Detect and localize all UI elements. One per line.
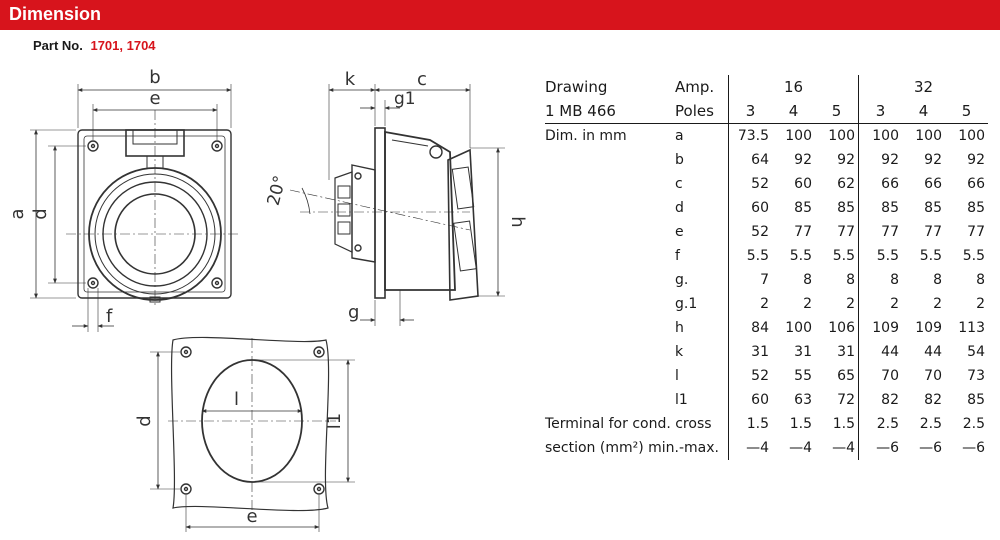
table-poles-value: 4 (772, 99, 815, 124)
front-view (30, 84, 240, 332)
cutout-label-d: d (134, 415, 155, 427)
table-row-symbol: b (675, 152, 684, 168)
table-cell: 2 (933, 296, 942, 312)
table-cell: 106 (828, 320, 855, 336)
terminal-max: —4 (729, 436, 773, 460)
table-cell: 44 (924, 344, 942, 360)
table-poles-value: 5 (945, 99, 988, 124)
table-row-symbol: g. (675, 272, 689, 288)
table-cell: 84 (729, 316, 773, 340)
table-amp-label: Amp. (675, 78, 715, 96)
table-row-symbol: d (675, 200, 684, 216)
table-cell: 77 (794, 224, 812, 240)
table-poles-value: 5 (815, 99, 859, 124)
cutout-panel (172, 337, 329, 510)
table-row (545, 148, 988, 172)
table-amp-32: 32 (859, 75, 989, 99)
part-number-value: 1701, 1704 (90, 38, 156, 53)
table-cell: 92 (859, 148, 903, 172)
table-row-spacer (545, 340, 675, 364)
table-cell: 100 (785, 128, 812, 144)
table-cell: 8 (933, 272, 942, 288)
table-amp-16: 16 (729, 75, 859, 99)
table-row-symbol: h (675, 320, 684, 336)
table-row-symbol: c (675, 176, 683, 192)
table-row-spacer (545, 388, 675, 412)
table-cell: 31 (794, 344, 812, 360)
table-cell: 113 (958, 320, 985, 336)
terminal-min: 1.5 (789, 416, 812, 432)
table-cell: 85 (967, 392, 985, 408)
table-cell: 70 (924, 368, 942, 384)
table-row-spacer (545, 148, 675, 172)
table-drawing-label: Drawing (545, 78, 608, 96)
table-poles-value: 3 (729, 99, 773, 124)
table-poles-label: Poles (675, 99, 729, 124)
side-label-angle: 20° (263, 173, 291, 208)
table-cell: 109 (859, 316, 903, 340)
table-header-poles (545, 99, 988, 124)
table-cell: 64 (729, 148, 773, 172)
table-poles-value: 4 (902, 99, 945, 124)
table-row-spacer (545, 196, 675, 220)
front-label-f: f (106, 306, 113, 327)
table-cell: 70 (859, 364, 903, 388)
table-cell: 54 (967, 344, 985, 360)
terminal-max: —4 (832, 440, 855, 456)
table-cell: 8 (803, 272, 812, 288)
table-cell: 109 (915, 320, 942, 336)
table-cell: 77 (859, 220, 903, 244)
table-row-spacer (545, 244, 675, 268)
table-cell: 66 (859, 172, 903, 196)
table-dim-label: Dim. in mm (545, 128, 627, 144)
table-cell: 85 (859, 196, 903, 220)
side-label-h: h (507, 216, 528, 228)
cutout-label-l1: l1 (324, 412, 345, 430)
table-terminal-row (545, 412, 988, 436)
table-cell: 5.5 (919, 248, 942, 264)
side-label-g1: g1 (394, 89, 416, 109)
table-cell: 2 (803, 296, 812, 312)
table-cell: 5.5 (859, 244, 903, 268)
table-cell: 85 (967, 200, 985, 216)
table-cell: 92 (967, 152, 985, 168)
terminal-max: —6 (962, 440, 985, 456)
table-cell: 66 (924, 176, 942, 192)
table-cell: 8 (859, 268, 903, 292)
table-terminal-row (545, 436, 988, 460)
side-label-c: c (417, 69, 427, 90)
table-cell: 2 (846, 296, 855, 312)
table-row (545, 340, 988, 364)
table-cell: 82 (924, 392, 942, 408)
side-label-g: g (348, 302, 360, 323)
table-cell: 100 (828, 128, 855, 144)
dimension-table (545, 75, 988, 460)
cutout-label-l: l (234, 389, 240, 410)
table-row-symbol: g.1 (675, 296, 698, 312)
table-cell: 31 (729, 340, 773, 364)
table-cell: 5.5 (729, 244, 773, 268)
table-cell: 52 (729, 172, 773, 196)
table-cell: 77 (967, 224, 985, 240)
table-cell: 100 (859, 124, 903, 149)
table-row-spacer (545, 268, 675, 292)
table-cell: 92 (837, 152, 855, 168)
front-label-d: d (30, 208, 51, 220)
table-cell: 5.5 (789, 248, 812, 264)
table-cell: 60 (729, 196, 773, 220)
table-cell: 55 (794, 368, 812, 384)
table-cell: 31 (837, 344, 855, 360)
terminal-min: 2.5 (962, 416, 985, 432)
terminal-label-2: section (mm²) min.-max. (545, 440, 719, 456)
front-label-b: b (149, 67, 161, 88)
table-row (545, 268, 988, 292)
table-cell: 100 (785, 320, 812, 336)
table-body (545, 124, 988, 413)
table-cell: 63 (794, 392, 812, 408)
table-cell: 5.5 (962, 248, 985, 264)
table-cell: 77 (837, 224, 855, 240)
table-cell: 52 (729, 220, 773, 244)
table-row (545, 292, 988, 316)
table-row-symbol: l (675, 368, 679, 384)
table-row (545, 124, 988, 149)
cutout-view (150, 337, 355, 532)
table-poles-value: 3 (859, 99, 903, 124)
table-row-symbol: a (675, 128, 684, 144)
table-row-spacer (545, 316, 675, 340)
table-cell: 2 (859, 292, 903, 316)
front-label-e: e (149, 88, 161, 109)
header-title: Dimension (9, 4, 102, 24)
table-cell: 8 (846, 272, 855, 288)
table-row-symbol: l1 (675, 392, 688, 408)
terminal-max: —6 (919, 440, 942, 456)
table-row (545, 244, 988, 268)
table-cell: 100 (915, 128, 942, 144)
side-view (290, 84, 505, 326)
terminal-min: 2.5 (859, 412, 903, 436)
table-row-symbol: e (675, 224, 684, 240)
table-cell: 44 (859, 340, 903, 364)
table-row-spacer (545, 172, 675, 196)
table-cell: 62 (837, 176, 855, 192)
part-number-label: Part No. (33, 38, 83, 53)
table-cell: 2 (729, 292, 773, 316)
side-flange (375, 128, 385, 298)
table-cell: 73 (967, 368, 985, 384)
table-row-spacer (545, 364, 675, 388)
table-cell: 66 (967, 176, 985, 192)
table-row (545, 388, 988, 412)
table-cell: 7 (729, 268, 773, 292)
table-cell: 8 (976, 272, 985, 288)
table-cell: 85 (924, 200, 942, 216)
table-cell: 85 (794, 200, 812, 216)
table-cell: 82 (859, 388, 903, 412)
table-cell: 5.5 (832, 248, 855, 264)
table-cell: 100 (958, 128, 985, 144)
side-housing (385, 132, 455, 290)
table-row (545, 196, 988, 220)
terminal-min: 1.5 (729, 412, 773, 436)
table-row-spacer (545, 220, 675, 244)
terminal-label-1: Terminal for cond. cross (545, 416, 712, 432)
terminal-min: 2.5 (919, 416, 942, 432)
table-row-spacer (545, 292, 675, 316)
table-cell: 60 (729, 388, 773, 412)
table-cell: 60 (794, 176, 812, 192)
table-row (545, 220, 988, 244)
table-cell: 92 (794, 152, 812, 168)
table-cell: 85 (837, 200, 855, 216)
table-cell: 77 (924, 224, 942, 240)
side-label-k: k (344, 69, 356, 90)
table-cell: 92 (924, 152, 942, 168)
front-label-a: a (7, 208, 28, 220)
table-row (545, 172, 988, 196)
table-cell: 52 (729, 364, 773, 388)
table-row-symbol: f (675, 248, 680, 264)
table-cell: 72 (837, 392, 855, 408)
table-row (545, 364, 988, 388)
table-cell: 2 (976, 296, 985, 312)
terminal-min: 1.5 (832, 416, 855, 432)
table-drawing-number: 1 MB 466 (545, 99, 675, 124)
table-header-amp (545, 75, 988, 99)
table-row-symbol: k (675, 344, 684, 360)
terminal-max: —4 (789, 440, 812, 456)
table-cell: 73.5 (729, 124, 773, 149)
cutout-label-e: e (246, 506, 258, 527)
table-cell: 65 (837, 368, 855, 384)
terminal-max: —6 (859, 436, 903, 460)
table-row (545, 316, 988, 340)
